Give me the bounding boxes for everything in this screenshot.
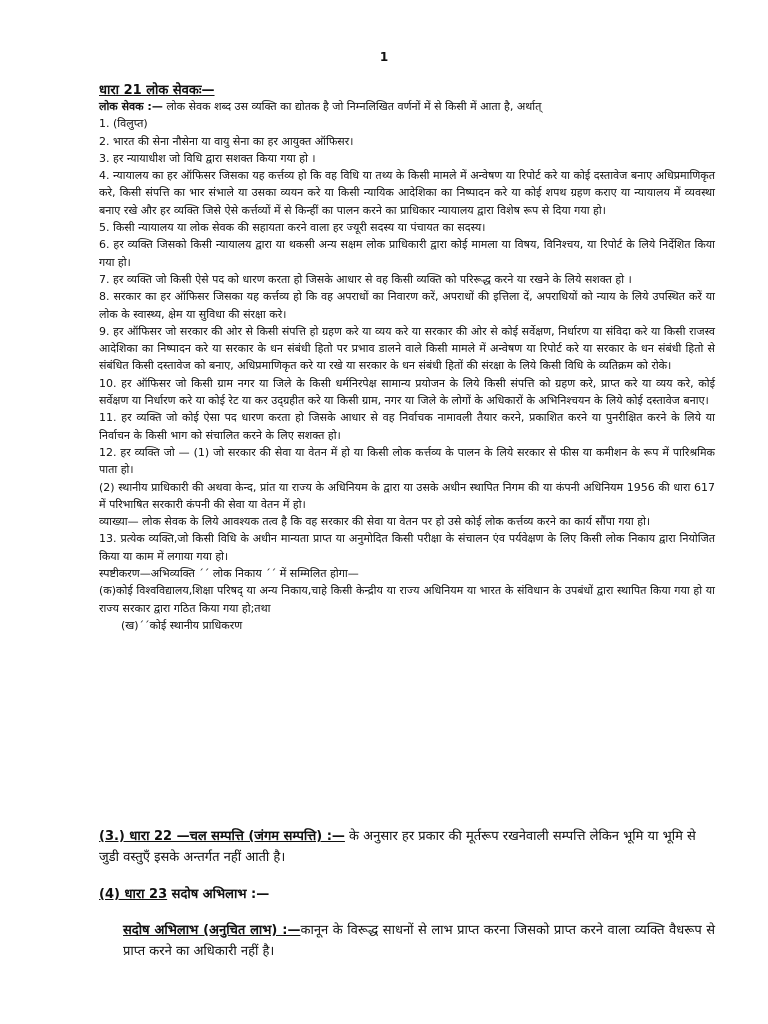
clarification-paragraph: स्पष्टीकरण—अभिव्यक्ति ´´ लोक निकाय ´´ में सम्मिलित होगा— [99,567,359,581]
section-title-dhara-23: सदोष अभिलाभ :— [167,887,270,902]
section-body-dhara-23 [123,920,715,962]
list-item: 12. हर व्यक्ति जो — (1) जो सरकार की सेवा या वेतन में हो या किसी लोक कर्त्तव्य के पालन के लिये सरकार से फीस या कमीशन के रूप में पारिश्रमिक पाता हो। [99,445,715,477]
list-item: 11. हर व्यक्ति जो कोई ऐसा पद धारण करता हो जिसके आधार से वह निर्वाचक नामावली तैयार करने, प्रकाशित करने या पुनरीक्षित करने के लिये या निर्वाचन के किसी भाग को संचालित करने के लिए सशक्त हो। [99,411,715,442]
definition-label: सदोष अभिलाभ (अनुचित लाभ) :— [123,923,301,938]
list-item: 10. हर ऑफिसर जो किसी ग्राम नगर या जिले के किसी धर्मनिरपेक्ष सामान्य प्रयोजन के लिये किसी संपत्ति को ग्रहण करे, प्राप्त करे या व्यय करे, कोई सर्वेक्षण या निर्धारण करे या कोई रेट या कर उद्ग्रहीत करे या किसी ग्राम, नगर या जिले के लोगों के अधिकारों के अभिनिश्चयन के लिये कोई दस्तावेज बनाए। [99,376,715,408]
list-item: (ख)´´कोई स्थानीय प्राधिकरण [121,618,243,632]
list-item: 9. हर ऑफिसर जो सरकार की ओर से किसी संपत्ति हो ग्रहण करे या व्यय करे या सरकार की ओर से कोई सर्वेक्षण, निर्धारण या संविदा करे या किसी राजस्व आदेशिका का निष्पादन करे या सरकार के धन संबंधी हितो पर प्रभाव डालने वाले किसी मामले में अन्वेषण या रिपोर्ट करे या सरकार के धन संबंधी हितो से संबंधित किसी दस्तावेज को बनाए, अधिप्रमाणिकृत करे या रखे या सरकार के धन संबंधी हितों की संरक्षा के लिये किसी विधि के व्यतिक्रम को रोके। [99,324,715,373]
explanation-paragraph: व्याख्या— लोक सेवक के लिये आवश्यक तत्व है कि वह सरकार की सेवा या वेतन पर हो उसे कोई लोक कर्त्तव्य करने का कार्य सौंपा गया हो। [99,515,651,529]
intro-text: लोक सेवक शब्द उस व्यक्ति का द्योतक है जो निम्नलिखित वर्णनों में से किसी में आता है, अर्थात् [162,100,542,113]
intro-paragraph [99,98,715,115]
section-body-dhara-21 [99,98,715,634]
list-item: 13. प्रत्येक व्यक्ति,जो किसी विधि के अधीन मान्यता प्राप्त या अनुमोदित किसी परीक्षा के संचालन एंव पर्यवेक्षण के लिए किसी लोक निकाय द्वारा नियोजित किया या काम में लगाया गया हो। [99,532,715,563]
page-number: 1 [379,50,389,64]
list-item: (क)कोई विश्वविद्यालय,शिक्षा परिषद् या अन्य निकाय,चाहे किसी केन्द्रीय या राज्य अधिनियम या भारत के संविधान के उपबंधों द्वारा स्थापित किया गया हो या राज्य सरकार द्वारा गठित किया गया हो;तथा [99,584,715,615]
section-heading-dhara-22: (3.) धारा 22 —चल सम्पत्ति (जंगम सम्पत्ति) :— [99,829,345,844]
section-heading-dhara-21: धारा 21 लोक सेवकः— [99,83,215,98]
section-text-dhara-22: के अनुसार हर प्रकार की मूर्तरूप रखनेवाली सम्पत्ति लेकिन भूमि या भूमि से जुडी वस्तुएँ इसके अन्तर्गत नहीं आती है। [99,829,696,865]
list-item: 1. (विलुप्त) [99,117,148,131]
list-item: 4. न्यायालय का हर ऑफिसर जिसका यह कर्त्तव्य हो कि वह विधि या तथ्य के किसी मामले में अन्वेषण या रिपोर्ट करे या कोई दस्तावेज बनाए अधिप्रमाणिकृत करे, किसी संपत्ति का भार संभाले या उसका व्ययन करे या किसी न्यायिक आदेशिका का निष्पादन करे या कोई शपथ ग्रहण कराए या न्यायालय में व्यवस्था बनाए रखे और हर व्यक्ति जिसे ऐसे कर्त्तव्यों में से किन्हीं का पालन करने का प्राधिकार न्यायालय द्वारा विशेष रूप से दिया गया हो। [99,169,715,217]
definition-text: कानून के विरूद्ध साधनों से लाभ प्राप्त करना जिसको प्राप्त करने वाला व्यक्ति वैधरूप से प्राप्त करने का अधिकारी नहीं है। [123,923,715,959]
section-dhara-22 [99,826,715,868]
list-item: 8. सरकार का हर ऑफिसर जिसका यह कर्त्तव्य हो कि वह अपराधों का निवारण करें, अपराधों की इत्तिला दें, अपराधियों को न्याय के लिये उपस्थित करें या लोक के स्वास्थ्य, क्षेम या सुविधा की संरक्षा करे। [99,290,715,321]
list-item: (2) स्थानीय प्राधिकारी की अथवा केन्द, प्रांत या राज्य के अधिनियम के द्वारा या उसके अधीन स्थापित निगम की या कंपनी अधिनियम 1956 की धारा 617 में परिभाषित सरकारी कंपनी की सेवा या वेतन में हो। [99,480,715,511]
intro-label: लोक सेवक :— [99,100,163,113]
list-item: 6. हर व्यक्ति जिसको किसी न्यायालय द्वारा या थकसी अन्य सक्षम लोक प्राधिकारी द्वारा कोई मामला या विषय, विनिश्चय, या रिपोर्ट के लिये निर्देशित किया गया हो। [99,238,715,269]
list-item: 2. भारत की सेना नौसेना या वायु सेना का हर आयुक्त ऑफिसर। [99,134,354,148]
list-item: 3. हर न्यायाधीश जो विधि द्वारा सशक्त किया गया हो । [99,151,316,165]
list-item: 5. किसी न्यायालय या लोक सेवक की सहायता करने वाला हर ज्यूरी सदस्य या पंचायत का सदस्य। [99,221,486,235]
list-item: 7. हर व्यक्ति जो किसी ऐसे पद को धारण करता हो जिसके आधार से वह किसी व्यक्ति को परिरूद्ध करने या रखने के लिये सशक्त हो । [99,272,632,286]
section-number-dhara-23: (4) धारा 23 [99,887,168,902]
section-heading-dhara-23 [99,884,269,902]
